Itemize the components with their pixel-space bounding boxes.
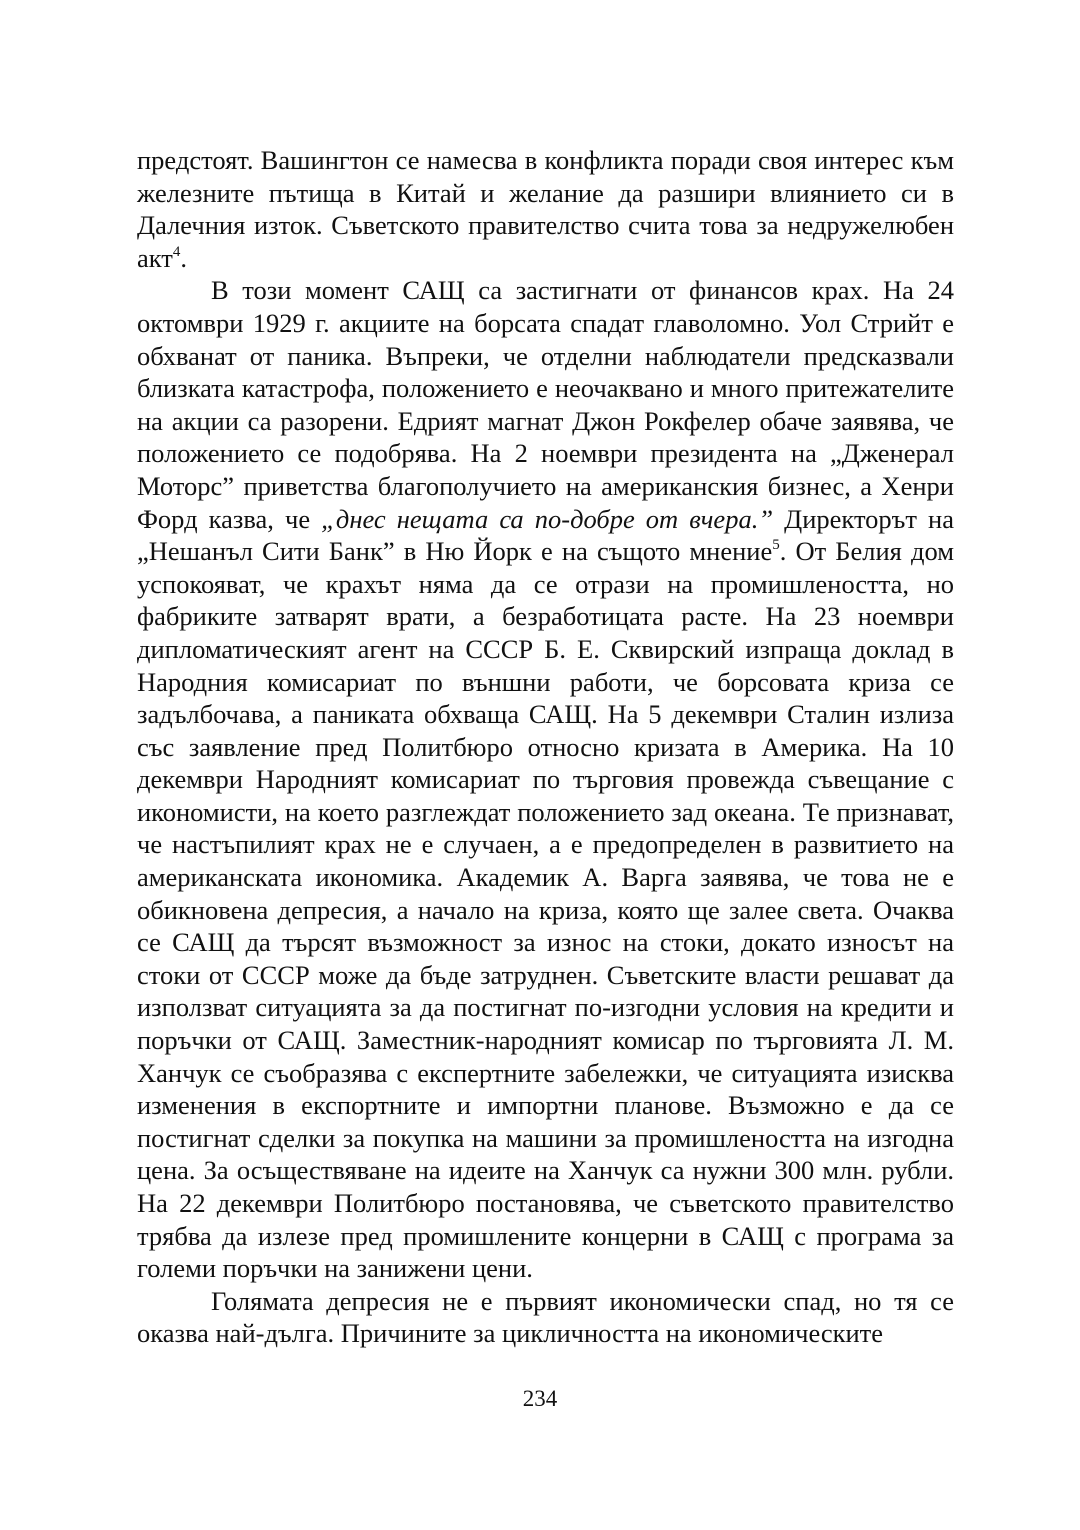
- paragraph-1-end: .: [180, 242, 187, 273]
- body-text: [137, 144, 954, 1350]
- paragraph-1: [137, 144, 954, 274]
- paragraph-2-text-start: В този момент САЩ са застигнати от финансов крах. На 24 октомври 1929 г. акциите на борсата спадат главоломно. Уол Стрийт е обхванат от паника. Въпреки, че отделни наблюдатели предсказвали близката катастрофа, положението е неочаквано и много притежателите на акции са разорени. Едрият магнат Джон Рокфелер обаче заявява, че положението се подобрява. На 2 ноември президента на „Дженерал Моторс” приветства благополучието на американския бизнес, а Хенри Форд казва, че: [137, 275, 954, 534]
- paragraph-2: [137, 274, 954, 1284]
- paragraph-2-text-end: . От Белия дом успокояват, че крахът няма да се отрази на промишлеността, но фабриките затварят врати, а безработицата расте. На 23 ноември дипломатическият агент на СССР Б. Е. Сквирский изпраща доклад в Народния комисариат по външни работи, че борсовата криза се задълбочава, а паниката обхваща САЩ. На 5 декември Сталин излиза със заявление пред Политбюро относно кризата в Америка. На 10 декември Народният комисариат по търговия провежда съвещание с икономисти, на което разглеждат положението зад океана. Те признават, че настъпилият крах не е случаен, а е предопределен в развитието на американската икономика. Академик А. Варга заявява, че това не е обикновена депресия, а начало на криза, която ще залее света. Очаква се САЩ да търсят възможност за износ на стоки, докато износът на стоки от СССР може да бъде затруднен. Съветските власти решават да използват ситуацията за да постигнат по-изгодни условия на кредити и поръчки от САЩ. Заместник-народният комисар по търговията Л. М. Ханчук се съобразява с експертните забележки, че ситуацията изисква изменения в експортните и импортни планове. Възможно е да се постигнат сделки за покупка на машини за промишлеността на изгодна цена. За осъществяване на идеите на Ханчук са нужни 300 млн. рубли. На 22 декември Политбюро постановява, че съветското правителство трябва да излезе пред промишлените концерни в САЩ с програма за големи поръчки на занижени цени.: [137, 536, 954, 1284]
- footnote-ref-5[interactable]: 5: [772, 537, 780, 554]
- paragraph-2-text-mid: Директорът на „Нешанъл Сити Банк” в Ню Йорк е на същото мнение: [137, 503, 954, 567]
- page-number: 234: [522, 1386, 558, 1411]
- footnote-ref-4[interactable]: 4: [172, 243, 181, 260]
- paragraph-3-text: Голямата депресия не е първият икономически спад, но тя се оказва най-дълга. Причините за цикличността на икономическите: [137, 1285, 954, 1349]
- paragraph-3: [137, 1285, 954, 1350]
- ford-quote: „днес нещата са по-добре от вчера.”: [321, 503, 774, 534]
- paragraph-1-text: предстоят. Вашингтон се намесва в конфликта поради своя интерес към железните пътища в Китай и желание да разшири влиянието си в Далечния изток. Съветското правителство счита това за недружелюбен акт: [137, 145, 954, 273]
